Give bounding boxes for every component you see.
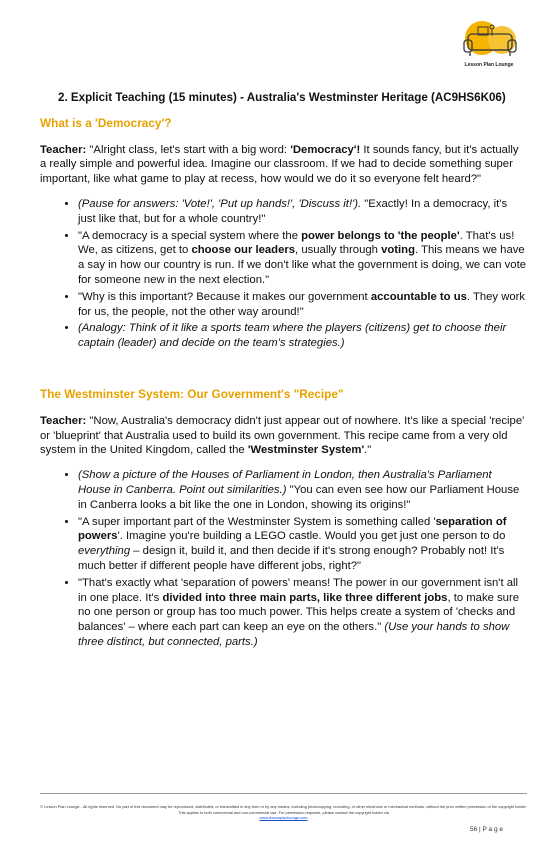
footer-copyright [40, 804, 527, 821]
westminster-intro: Teacher: "Now, Australia's democracy didn't just appear out of nowhere. It's like a special 'recipe' or 'blueprint' that Australia used to build its own government. This recipe came from a very old system in the United Kingdom, called the 'Westminster System'." [40, 414, 525, 457]
list-item: • (Show a picture of the Houses of Parliament in London, then Australia's Parliament House in Canberra. Point out similarities.) "You can even see how our Parliament House in Canberra looks a bit like the one in London, showing its origins!" [78, 468, 526, 512]
logo-wordmark: Lesson Plan Lounge [464, 62, 514, 68]
speaker-label: Teacher: [40, 143, 87, 156]
list-item: • "Why is this important? Because it makes our government accountable to us. They work for us, the people, not the other way around!" [78, 290, 526, 320]
westminster-heading: The Westminster System: Our Government's "Recipe" [40, 386, 344, 401]
list-item: • "A super important part of the Westminster System is something called 'separation of powers'. Imagine you're building a LEGO castle. Would you get just one person to do everything – design it, build it, and then decide if it's strong enough? Probably not! It's much better if different people have different jobs, right?" [78, 515, 526, 574]
copyright-text: © Lesson Plan Lounge - All rights reserved. No part of this document may be reproduced, distributed, or transmitted in any form or by any means, including photocopying, recording, or other electronic or mechanical methods, without the prior written permission of the copyright holder. This applies to both commercial and non-commercial use. For permission requests, please contact the copyright holder via [40, 804, 527, 815]
democracy-intro: Teacher: "Alright class, let's start with a big word: 'Democracy'! It sounds fancy, but it's actually a really simple and powerful idea. Imagine our classroom. If we had to decide something super important, like what game to play at recess, how would we do it so everyone felt heard?" [40, 143, 519, 186]
democracy-bullet-list [40, 197, 526, 351]
sofa-icon [456, 20, 522, 62]
westminster-bullet-list [40, 468, 526, 650]
footer-divider [40, 793, 527, 794]
lesson-plan-lounge-logo [456, 20, 522, 72]
page-number: 56 | P a g e [470, 826, 504, 833]
lesson-content [40, 91, 526, 652]
speaker-label: Teacher: [40, 414, 87, 427]
democracy-heading: What is a 'Democracy'? [40, 115, 172, 130]
website-link[interactable]: www.lessonplanlounge.com [259, 815, 308, 820]
list-item: • "That's exactly what 'separation of powers' means! The power in our government isn't all in one place. It's divided into three main parts, like three different jobs, to make sure no one person or group has too much power. This helps create a system of 'checks and balances' – where each part can keep an eye on the others." (Use your hands to show three distinct, but connected, parts.) [78, 576, 526, 650]
list-item: • "A democracy is a special system where the power belongs to 'the people'. That's us! We, as citizens, get to choose our leaders, usually through voting. This means we have a say in how our country is run. If we don't like what the government is doing, we can vote for someone new in the next election." [78, 229, 526, 288]
list-item: • (Pause for answers: 'Vote!', 'Put up hands!', 'Discuss it!'). "Exactly! In a democracy, it's just like that, but for a whole country!" [78, 197, 526, 227]
list-item: • (Analogy: Think of it like a sports team where the players (citizens) get to choose their captain (leader) and decide on the team's strategies.) [78, 321, 526, 351]
section-title: 2. Explicit Teaching (15 minutes) - Australia's Westminster Heritage (AC9HS6K06) [58, 91, 506, 104]
